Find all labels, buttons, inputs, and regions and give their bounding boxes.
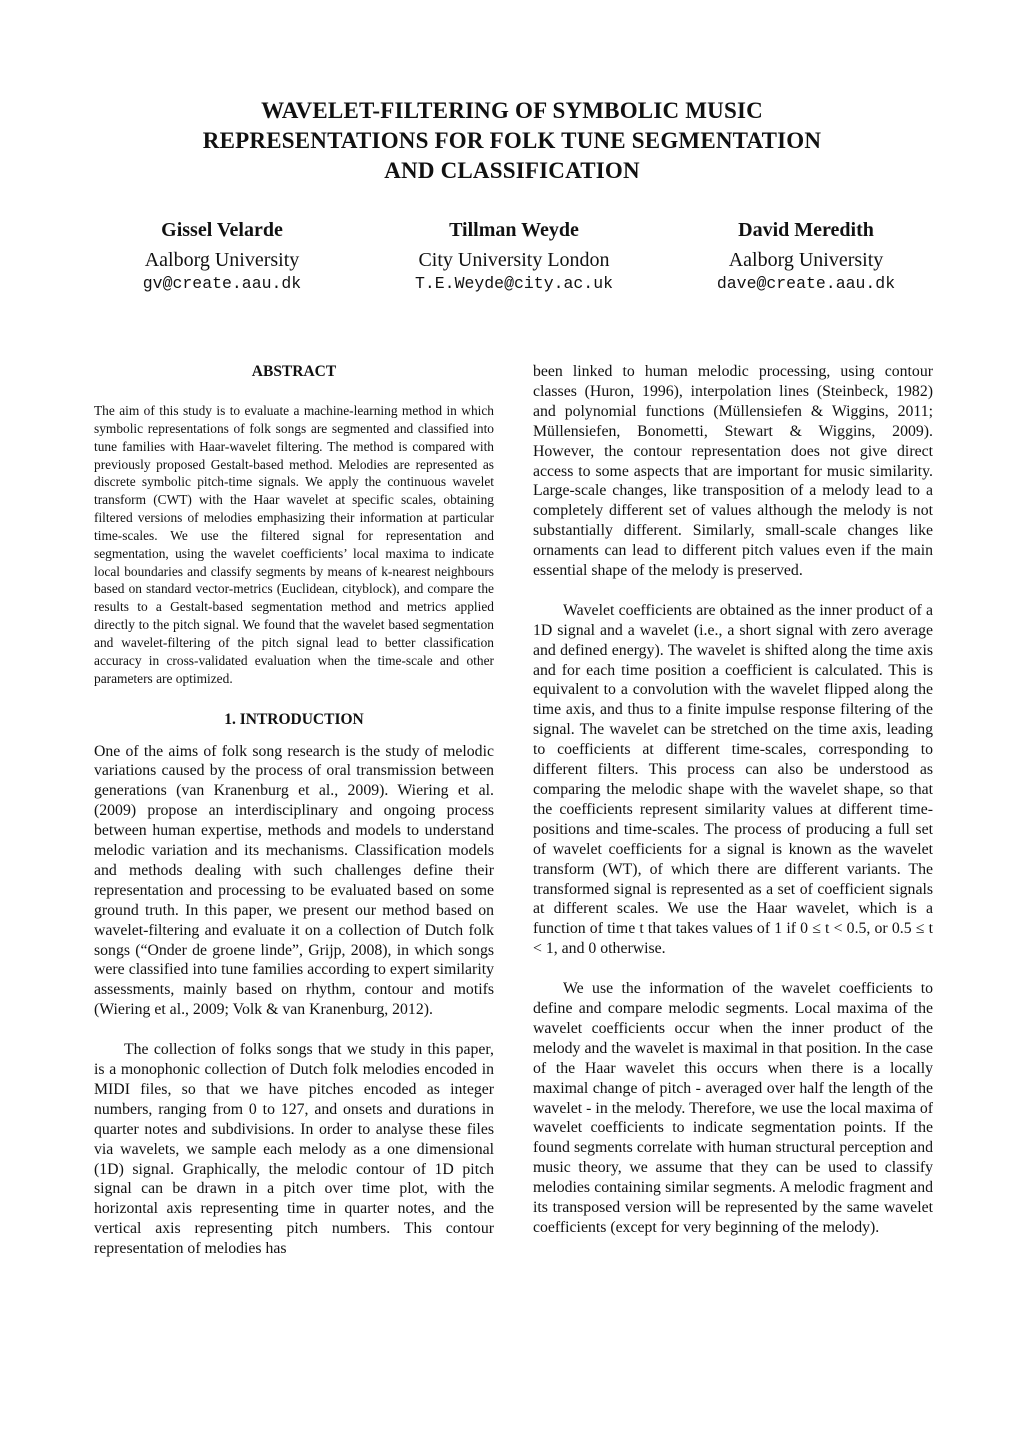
- author-name: Gissel Velarde: [161, 219, 283, 241]
- paper-title: [0, 96, 1024, 186]
- author-email: gv@create.aau.dk: [142, 274, 302, 293]
- introduction-heading: 1. INTRODUCTION: [224, 710, 364, 728]
- abstract-heading: ABSTRACT: [251, 363, 337, 380]
- intro-paragraph-2: The collection of folks songs that we study in this paper, is a monophonic collection of Dutch folk melodies encoded in MIDI files, so that we have pitches encoded as integer numbers, ranging from 0 to 127, and onsets and durations in quarter notes and subdivisions. In order to analyse these files via wavelets, we sample each melody as a one dimensional (1D) signal. Graphically, the melodic contour of 1D pitch signal can be drawn in a pitch over time plot, with the horizontal axis representing time in quarter notes, and the vertical axis representing pitch numbers. This contour representation of melodies has: [94, 1041, 494, 1258]
- author-name: Tillman Weyde: [449, 219, 579, 241]
- right-paragraph-3: We use the information of the wavelet coefficients to define and compare melodic segments. Local maxima of the wavelet coefficients occur when the inner product of the melody and the wavelet is maximal in that position. In the case of the Haar wavelet this occurs when there is a locally maximal change of pitch - averaged over half the length of the wavelet - in the melody. Therefore, we use the local maxima of wavelet coefficients to indicate segmentation points. If the found segments correlate with human structural perception and music theory, we assume that they can be used to classify melodies containing similar segments. A melodic fragment and its transposed version will be represented by the same wavelet coefficients (except for very beginning of the melody).: [533, 980, 933, 1236]
- intro-paragraph-1: One of the aims of folk song research is the study of melodic variations caused by the process of oral transmission between generations (van Kranenburg et al., 2009). Wiering et al. (2009) propose an interdisciplinary and ongoing process between human expertise, methods and models to understand melodic variation and its mechanisms. Classification models and methods dealing with such challenges define their representation and processing to be evaluated based on some ground truth. In this paper, we present our method based on wavelet-filtering and evaluate it on a collection of Dutch folk songs (“Onder de groene linde”, Grijp, 2008), in which songs were classified into tune families according to expert similarity assessments, mainly based on rhythm, contour and motifs (Wiering et al., 2009; Volk & van Kranenburg, 2012).: [94, 742, 494, 1019]
- author-affiliation: Aalborg University: [144, 249, 300, 271]
- abstract-text: The aim of this study is to evaluate a machine-learning method in which symbolic representations of folk songs are segmented and classified into tune families with Haar-wavelet filtering. The method is compared with previously proposed Gestalt-based method. Melodies are represented as discrete symbolic pitch-time signals. We apply the continuous wavelet transform (CWT) with the Haar wavelet at specific scales, obtaining filtered versions of melodies emphasizing their information at particular time-scales. We use the filtered signal for representation and segmentation, using the wavelet coefficients’ local maxima to indicate local boundaries and classify segments by means of k-nearest neighbours based on standard vector-metrics (Euclidean, cityblock), and compare the results to a Gestalt-based segmentation method and metrics applied directly to the pitch signal. We found that the wavelet based segmentation and wavelet-filtering of the pitch signal lead to better classification accuracy in cross-validated evaluation when the time-scale and other parameters are optimized.: [94, 403, 494, 686]
- author-meredith: [656, 218, 956, 294]
- title-line-3: AND CLASSIFICATION: [384, 158, 640, 183]
- author-block: [0, 218, 1024, 298]
- author-weyde: [364, 218, 664, 294]
- author-velarde: [72, 218, 372, 294]
- title-line-2: REPRESENTATIONS FOR FOLK TUNE SEGMENTATION: [202, 128, 822, 153]
- left-column: [94, 362, 494, 1259]
- right-paragraph-1: been linked to human melodic processing, using contour classes (Huron, 1996), interpolation lines (Steinbeck, 1982) and polynomial functions (Müllensiefen & Wiggins, 2011; Müllensiefen, Bonometti, Stewart & Wiggins, 2009). However, the contour representation does not give direct access to some aspects that are important for music similarity. Large-scale changes, like transposition of a melody lead to a completely different set of values although the melody is not substantially different. Similarly, small-scale changes like ornaments can lead to different pitch values even if the main essential shape of the melody is preserved.: [533, 363, 933, 580]
- right-column: [533, 362, 933, 1238]
- author-affiliation: City University London: [418, 249, 610, 271]
- author-affiliation: Aalborg University: [728, 249, 884, 271]
- title-line-1: WAVELET-FILTERING OF SYMBOLIC MUSIC: [261, 98, 763, 123]
- author-email: T.E.Weyde@city.ac.uk: [414, 274, 614, 293]
- author-email: dave@create.aau.dk: [716, 274, 896, 293]
- right-paragraph-2: Wavelet coefficients are obtained as the inner product of a 1D signal and a wavelet (i.e., a short signal with zero average and defined energy). The wavelet is shifted along the time axis and for each time position a coefficient is calculated. This is equivalent to a convolution with the wavelet flipped along the time axis, and thus to a finite impulse response filtering of the signal. The wavelet can be stretched on the time axis, leading to coefficients at different time-scales, corresponding to different filters. This process can also be understood as comparing the melodic shape with the wavelet shape, so that the coefficients represent similarity values at different time-positions and time-scales. The process of producing a full set of wavelet coefficients for a signal is known as the wavelet transform (WT), of which there are different variants. The transformed signal is represented as a set of coefficient signals at different scales. We use the Haar wavelet, which is a function of time t that takes values of 1 if 0 ≤ t < 0.5, or 0.5 ≤ t < 1, and 0 otherwise.: [533, 601, 933, 958]
- author-name: David Meredith: [738, 219, 874, 241]
